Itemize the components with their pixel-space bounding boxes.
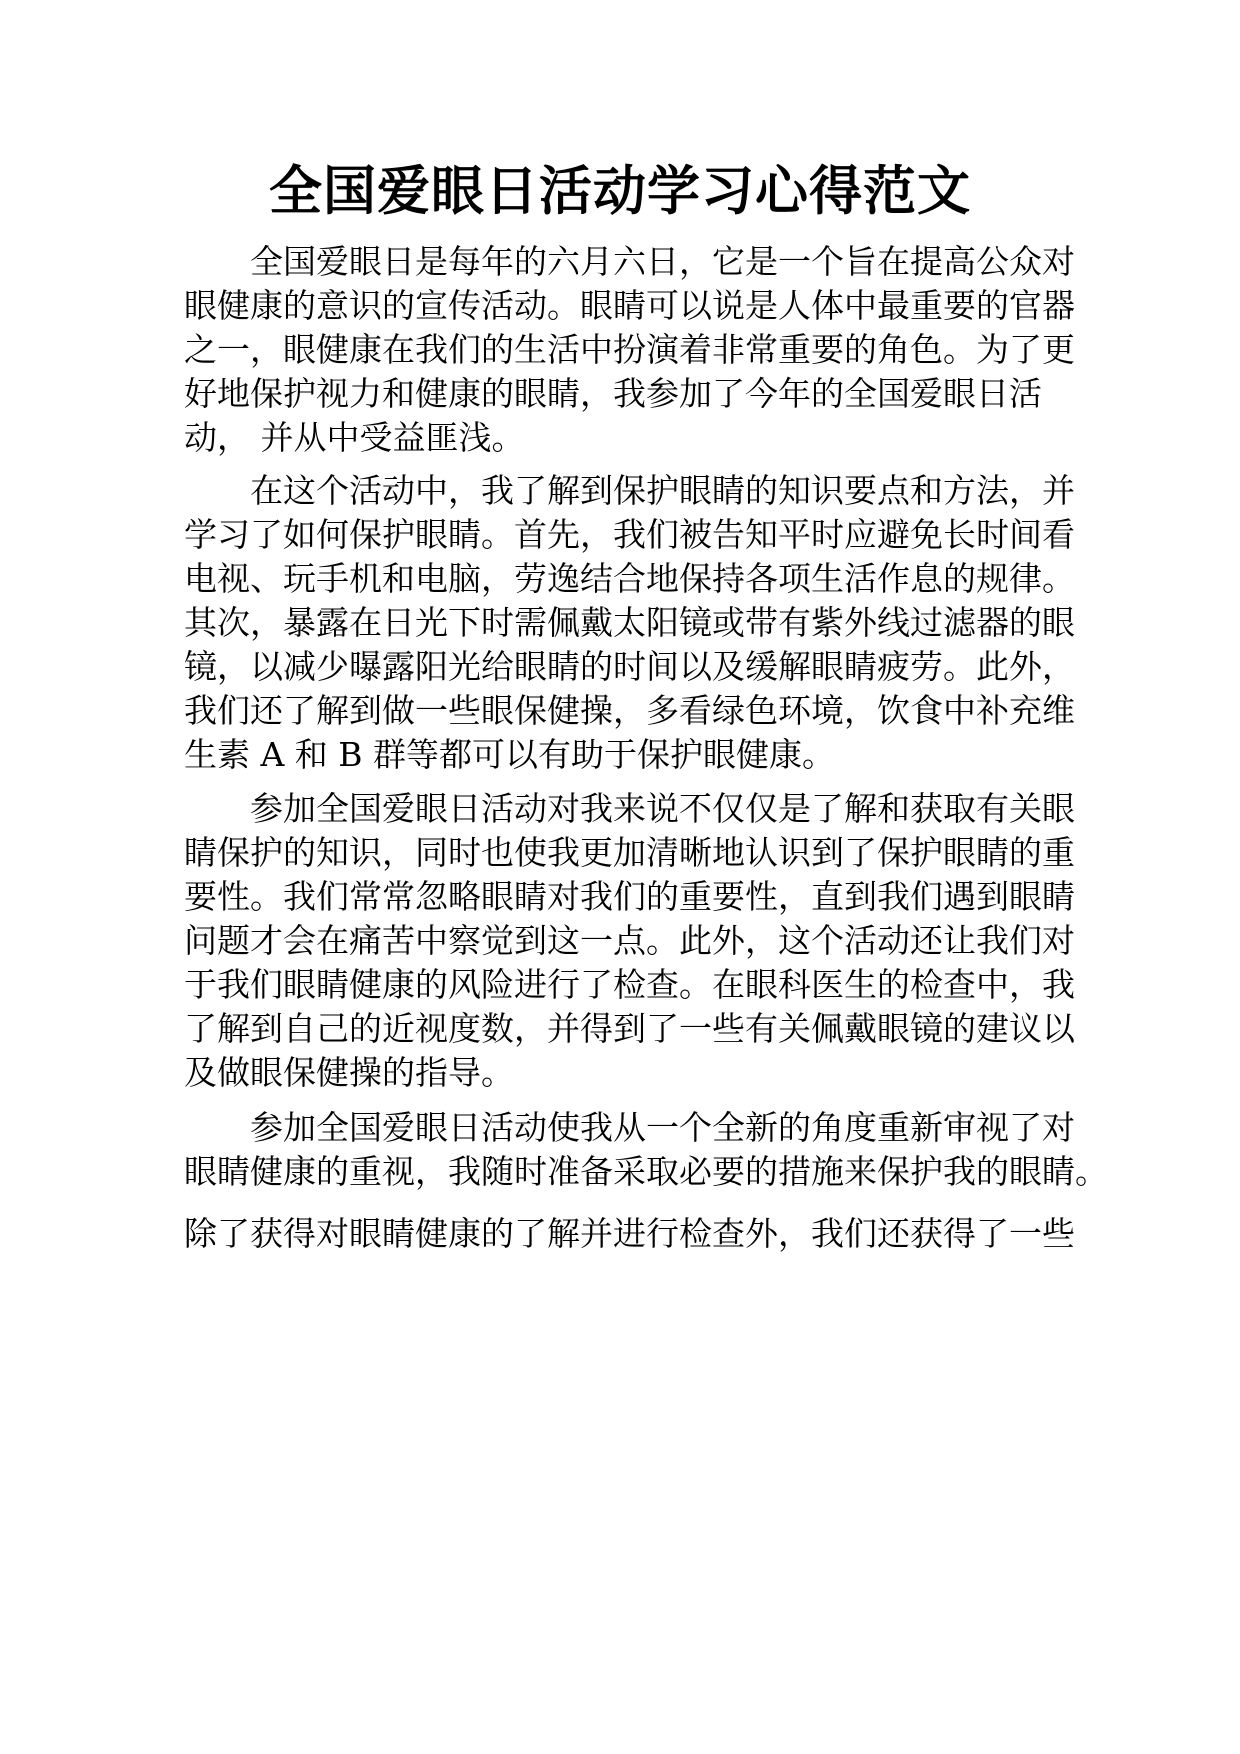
document-title: 全国爱眼日活动学习心得范文 [269,161,971,222]
paragraph-line: 生素 A 和 B 群等都可以有助于保护眼健康。 [184,735,836,774]
paragraph-line: 我们还了解到做一些眼保健操，多看绿色环境，饮食中补充维 [184,691,1075,730]
paragraph-line: 之一，眼健康在我们的生活中扮演着非常重要的角色。为了更 [184,330,1075,369]
paragraph-line: 睛保护的知识，同时也使我更加清晰地认识到了保护眼睛的重 [184,833,1075,872]
paragraph-line: 于我们眼睛健康的风险进行了检查。在眼科医生的检查中，我 [184,965,1075,1004]
paragraph-2 [184,469,1084,777]
paragraph-line: 好地保护视力和健康的眼睛，我参加了今年的全国爱眼日活 [184,374,1042,413]
paragraph-line: 在这个活动中，我了解到保护眼睛的知识要点和方法，并 [250,471,1075,510]
paragraph-line: 全国爱眼日是每年的六月六日，它是一个旨在提高公众对 [250,242,1075,281]
paragraph-3 [184,787,1084,1095]
paragraph-4 [184,1106,1108,1194]
paragraph-line: 了解到自己的近视度数，并得到了一些有关佩戴眼镜的建议以 [184,1009,1075,1048]
paragraph-line: 其次，暴露在日光下时需佩戴太阳镜或带有紫外线过滤器的眼 [184,603,1075,642]
paragraph-line: 电视、玩手机和电脑，劳逸结合地保持各项生活作息的规律。 [184,559,1075,598]
paragraph-line: 眼睛健康的重视，我随时准备采取必要的措施来保护我的眼睛。 [184,1152,1108,1191]
paragraph-line: 除了获得对眼睛健康的了解并进行检查外，我们还获得了一些 [184,1214,1075,1253]
paragraph-line: 参加全国爱眼日活动对我来说不仅仅是了解和获取有关眼 [250,789,1075,828]
paragraph-line: 眼健康的意识的宣传活动。眼睛可以说是人体中最重要的官器 [184,286,1075,325]
paragraph-line: 参加全国爱眼日活动使我从一个全新的角度重新审视了对 [250,1108,1075,1147]
paragraph-5 [184,1212,1084,1256]
paragraph-line: 学习了如何保护眼睛。首先，我们被告知平时应避免长时间看 [184,515,1075,554]
paragraph-line: 动， 并从中受益匪浅。 [184,418,525,457]
paragraph-line: 要性。我们常常忽略眼睛对我们的重要性，直到我们遇到眼睛 [184,877,1075,916]
paragraph-line: 镜，以减少曝露阳光给眼睛的时间以及缓解眼睛疲劳。此外， [184,647,1075,686]
paragraph-line: 问题才会在痛苦中察觉到这一点。此外，这个活动还让我们对 [184,921,1075,960]
paragraph-1 [184,240,1084,460]
paragraph-line: 及做眼保健操的指导。 [184,1053,514,1092]
